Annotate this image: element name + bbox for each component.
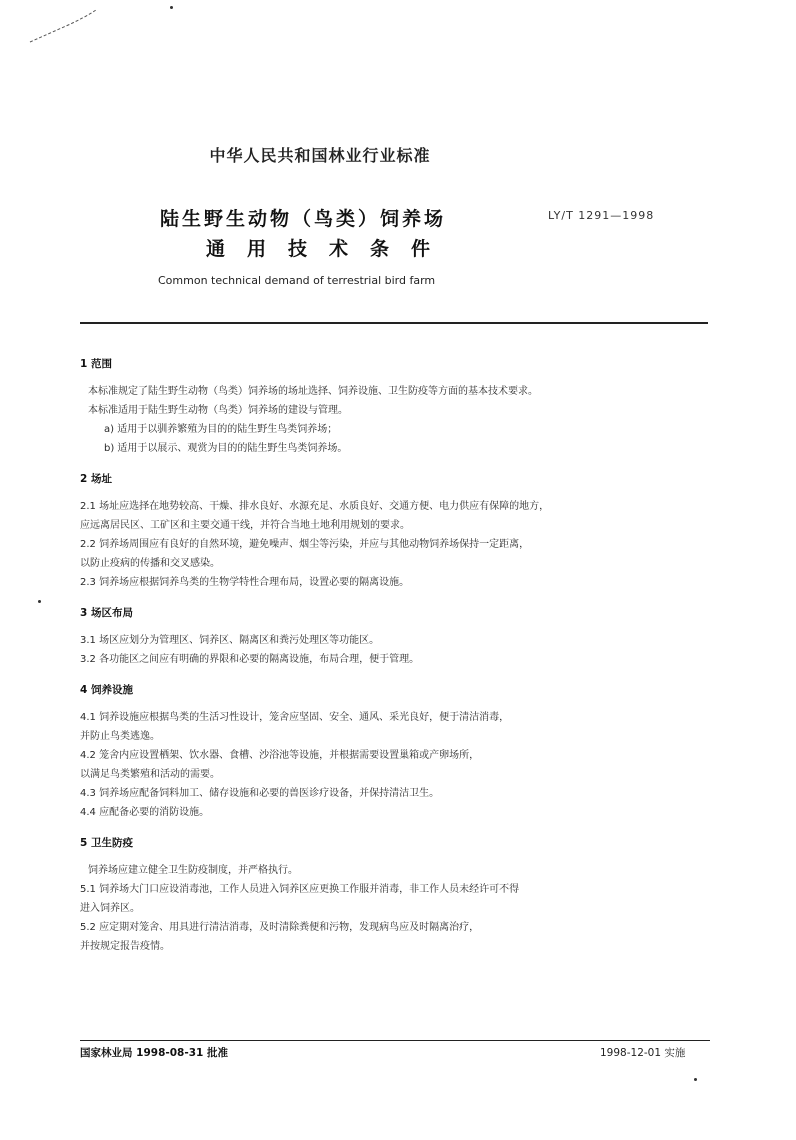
section-heading: 2 场址 bbox=[80, 473, 112, 485]
paragraph: 5.2 应定期对笼舍、用具进行清洁消毒，及时清除粪便和污物，发现病鸟应及时隔离治疗， bbox=[80, 922, 480, 933]
paragraph: 本标准规定了陆生野生动物（鸟类）饲养场的场址选择、饲养设施、卫生防疫等方面的基本技术要求。 bbox=[88, 386, 538, 397]
footer-divider bbox=[80, 1040, 710, 1041]
paragraph: 5.1 饲养场大门口应设消毒池，工作人员进入饲养区应更换工作服并消毒，非工作人员未经许可不得 bbox=[80, 884, 520, 895]
paragraph: 并按规定报告疫情。 bbox=[80, 941, 170, 952]
section-heading: 3 场区布局 bbox=[80, 607, 133, 619]
scan-artifact-stroke bbox=[28, 6, 98, 46]
standard-code: LY/T 1291—1998 bbox=[548, 209, 655, 222]
document-title-english: Common technical demand of terrestrial bird farm bbox=[158, 274, 436, 287]
section-heading: 5 卫生防疫 bbox=[80, 837, 133, 849]
paragraph: 2.1 场址应选择在地势较高、干燥、排水良好、水源充足、水质良好、交通方便、电力供应有保障的地方， bbox=[80, 501, 550, 512]
paragraph: 3.2 各功能区之间应有明确的界限和必要的隔离设施，布局合理，便于管理。 bbox=[80, 654, 420, 665]
implementation-date: 1998-12-01 实施 bbox=[600, 1047, 686, 1059]
paragraph: 4.2 笼舍内应设置栖架、饮水器、食槽、沙浴池等设施，并根据需要设置巢箱或产卵场所， bbox=[80, 750, 480, 761]
document-title-line1: 陆生野生动物（鸟类）饲养场 bbox=[160, 208, 447, 230]
paragraph: 4.3 饲养场应配备饲料加工、储存设施和必要的兽医诊疗设备，并保持清洁卫生。 bbox=[80, 788, 440, 799]
paragraph: 并防止鸟类逃逸。 bbox=[80, 731, 160, 742]
section-heading: 1 范围 bbox=[80, 358, 112, 370]
issuing-organization: 中华人民共和国林业行业标准 bbox=[209, 146, 431, 165]
section-heading: 4 饲养设施 bbox=[80, 684, 133, 696]
paragraph: 3.1 场区应划分为管理区、饲养区、隔离区和粪污处理区等功能区。 bbox=[80, 635, 380, 646]
paragraph: 4.4 应配备必要的消防设施。 bbox=[80, 807, 210, 818]
paragraph: 应远离居民区、工矿区和主要交通干线，并符合当地土地利用规划的要求。 bbox=[80, 520, 410, 531]
document-body bbox=[80, 355, 710, 956]
paragraph: 本标准适用于陆生野生动物（鸟类）饲养场的建设与管理。 bbox=[88, 405, 348, 416]
paragraph: 进入饲养区。 bbox=[80, 903, 140, 914]
paragraph: 2.3 饲养场应根据饲养鸟类的生物学特性合理布局，设置必要的隔离设施。 bbox=[80, 577, 410, 588]
header-divider bbox=[80, 322, 708, 324]
document-title-line2: 通用技术条件 bbox=[206, 238, 453, 260]
approval-date: 国家林业局 1998-08-31 批准 bbox=[80, 1047, 228, 1059]
paragraph: 2.2 饲养场周围应有良好的自然环境，避免噪声、烟尘等污染，并应与其他动物饲养场保持一定距离， bbox=[80, 539, 530, 550]
paragraph: b) 适用于以展示、观赏为目的的陆生野生鸟类饲养场。 bbox=[104, 443, 348, 454]
scan-artifact-dot bbox=[170, 6, 173, 9]
paragraph: 以防止疫病的传播和交叉感染。 bbox=[80, 558, 220, 569]
scan-artifact-dot bbox=[38, 600, 41, 603]
paragraph: 以满足鸟类繁殖和活动的需要。 bbox=[80, 769, 220, 780]
scan-artifact-dot bbox=[694, 1078, 697, 1081]
paragraph: 4.1 饲养设施应根据鸟类的生活习性设计，笼舍应坚固、安全、通风、采光良好，便于清洁消毒， bbox=[80, 712, 510, 723]
paragraph: a) 适用于以驯养繁殖为目的的陆生野生鸟类饲养场； bbox=[104, 424, 338, 435]
paragraph: 饲养场应建立健全卫生防疫制度，并严格执行。 bbox=[88, 865, 298, 876]
